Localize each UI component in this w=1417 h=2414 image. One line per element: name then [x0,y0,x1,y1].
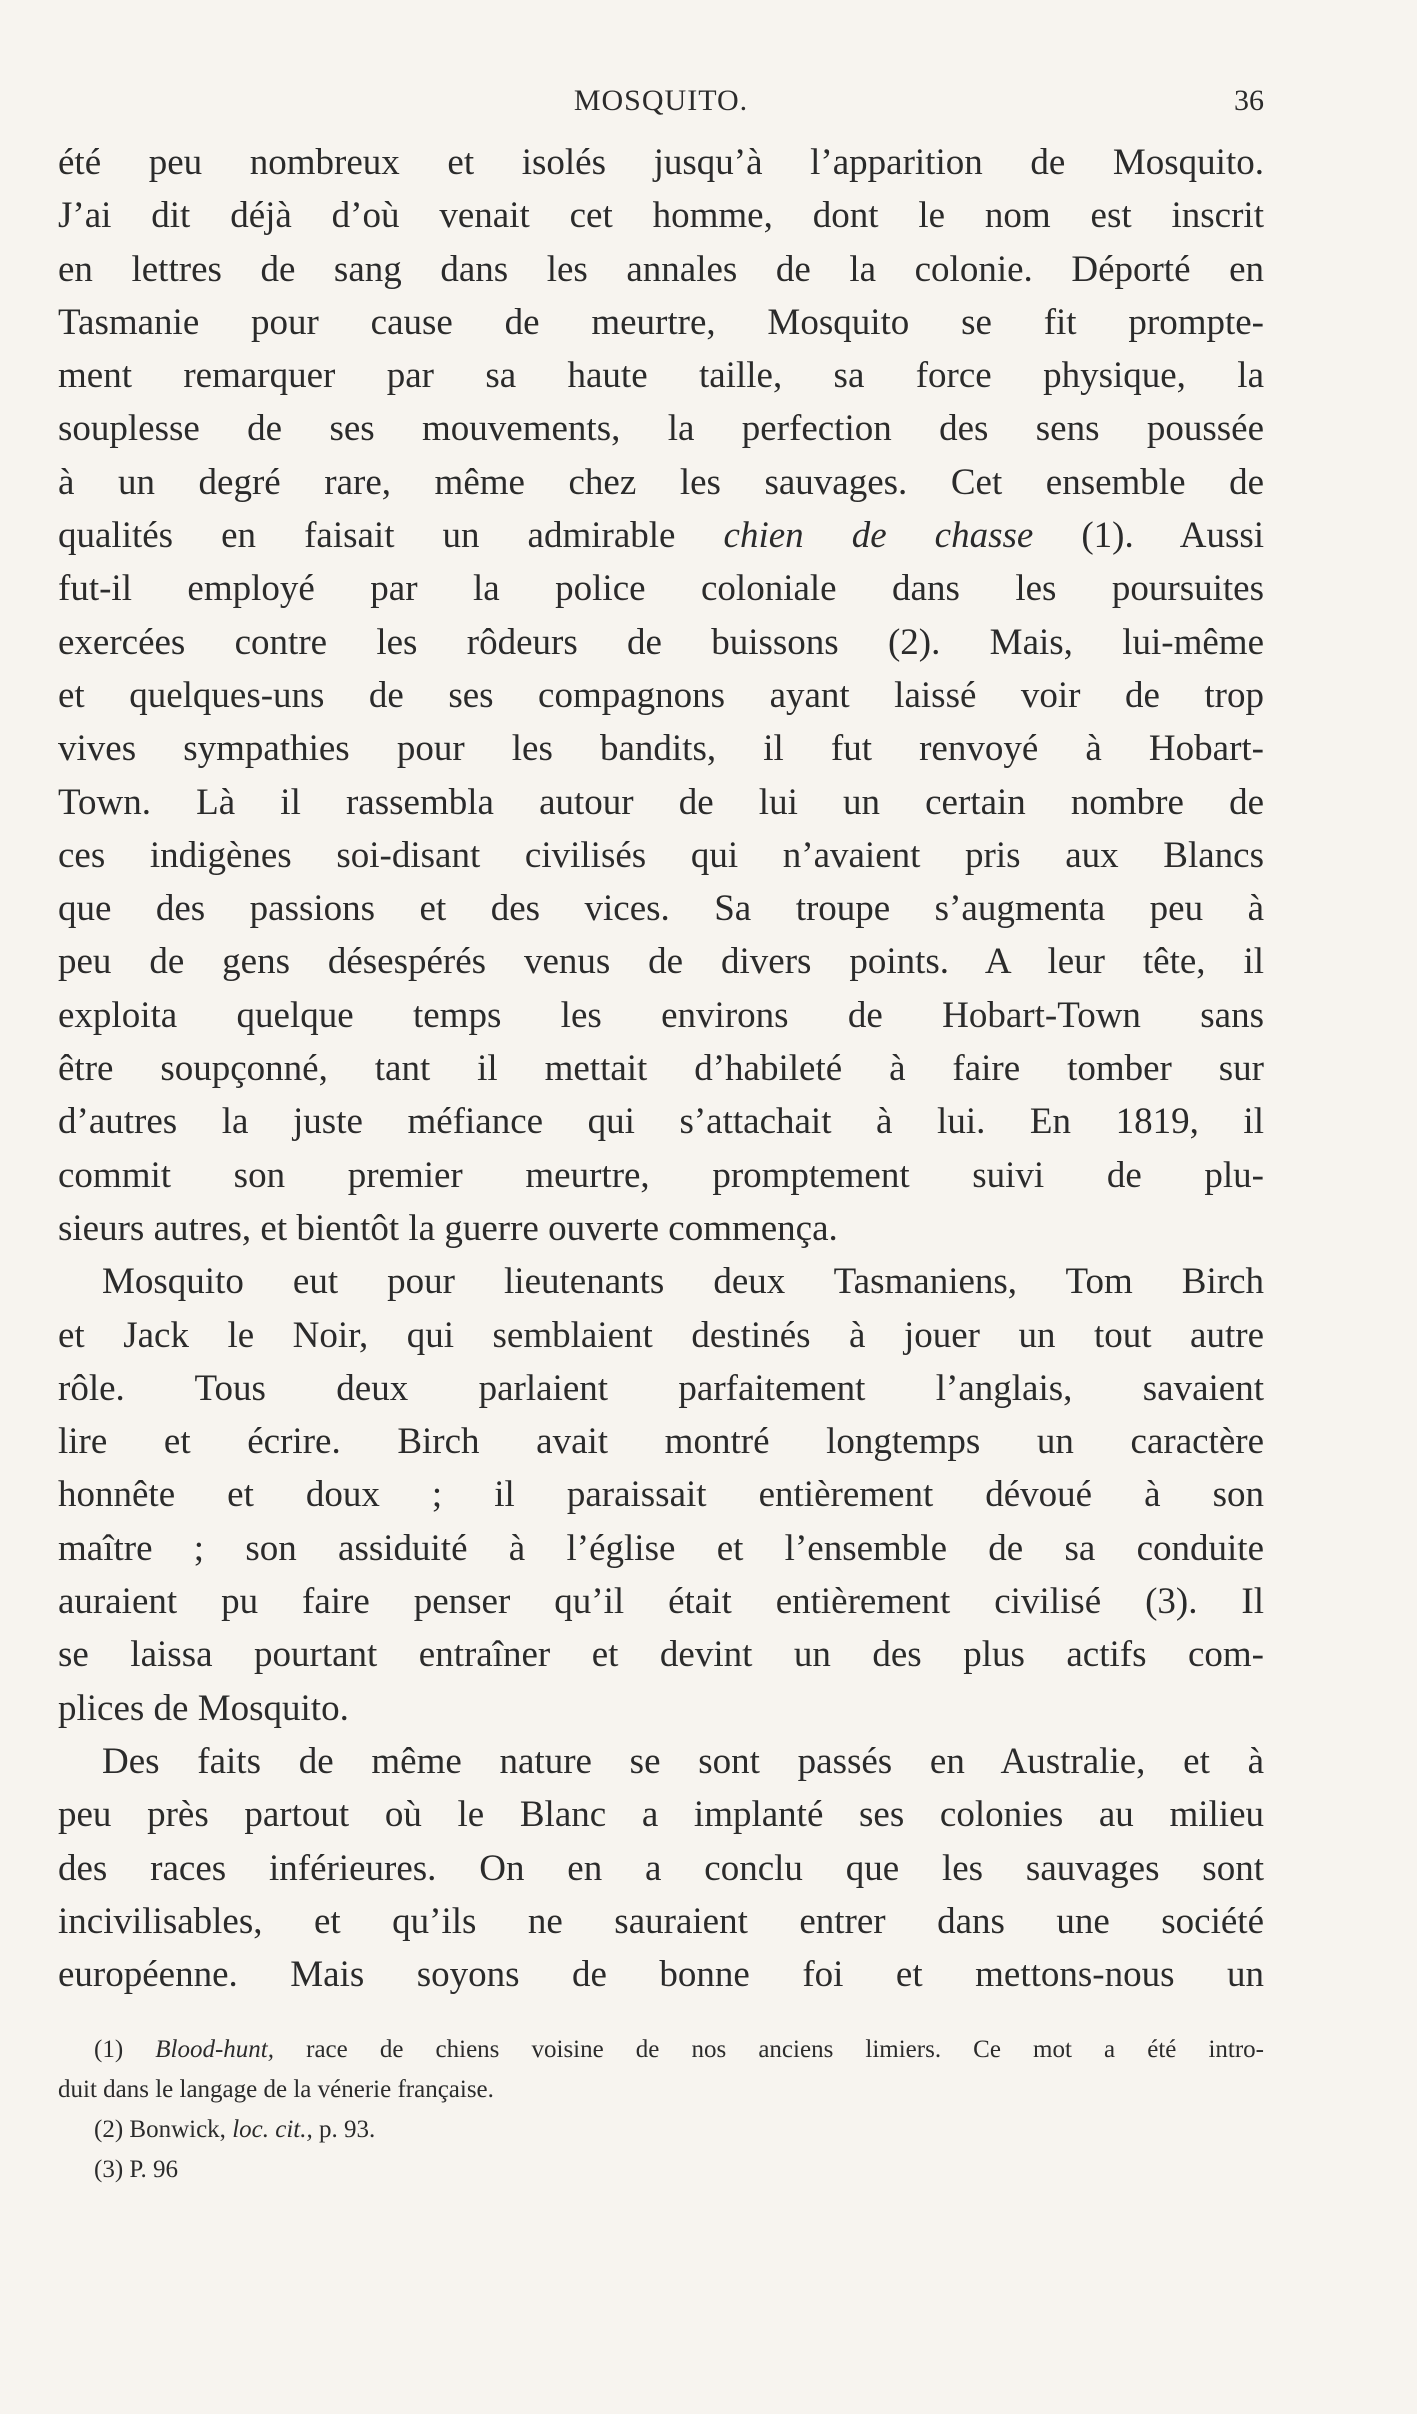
text-line: à un degré rare, même chez les sauvages. Cet ensemble de [58,461,1264,503]
footnote-ref: loc. cit., [232,2116,313,2143]
text-line: honnête et doux ; il paraissait entièrement dévoué à son [58,1474,1264,1516]
footnote-marker: (2) [94,2116,124,2143]
text-line: vives sympathies pour les bandits, il fut renvoyé à Hobart- [58,728,1264,770]
text-segment: qualités en faisait un admirable [58,515,676,557]
footnote-text: race de chiens voisine de nos anciens limiers. Ce mot a été intro- [306,2036,1265,2063]
text-line: ment remarquer par sa haute taille, sa force physique, la [58,355,1264,397]
text-line: d’autres la juste méfiance qui s’attachait à lui. En 1819, il [58,1101,1264,1143]
text-line: Tasmanie pour cause de meurtre, Mosquito se fit prompte- [58,301,1264,343]
running-title: MOSQUITO. [573,84,749,117]
text-line: fut-il employé par la police coloniale dans les poursuites [58,568,1264,610]
page-number: 36 [1234,84,1264,117]
footnote-marker: (1) [94,2036,124,2063]
footnote-term: Blood-hunt, [155,2036,275,2063]
text-line: des races inférieures. On en a conclu que les sauvages sont [58,1847,1264,1889]
footnote-author: Bonwick, [129,2116,226,2143]
text-line: auraient pu faire penser qu’il était entièrement civilisé (3). Il [58,1581,1264,1623]
text-line: J’ai dit déjà d’où venait cet homme, dont le nom est inscrit [58,195,1264,237]
text-line: peu près partout où le Blanc a implanté ses colonies au milieu [58,1794,1264,1836]
text-line: lire et écrire. Birch avait montré longtemps un caractère [58,1421,1264,1463]
text-line: exploita quelque temps les environs de Hobart-Town sans [58,994,1264,1036]
text-line: plices de Mosquito. [58,1687,349,1729]
text-line: incivilisables, et qu’ils ne sauraient entrer dans une société [58,1900,1264,1942]
text-line: commit son premier meurtre, promptement suivi de plu- [58,1154,1264,1196]
text-segment: (1). Aussi [1081,515,1265,557]
text-line: être soupçonné, tant il mettait d’habileté à faire tomber sur [58,1048,1264,1090]
text-line: rôle. Tous deux parlaient parfaitement l’anglais, savaient [58,1367,1264,1409]
text-line: en lettres de sang dans les annales de la colonie. Déporté en [58,248,1264,290]
footnote-marker: (3) [94,2156,124,2183]
footnote-2 [58,2110,1264,2150]
text-line: été peu nombreux et isolés jusqu’à l’apparition de Mosquito. [58,142,1264,183]
text-line: souplesse de ses mouvements, la perfection des sens poussée [58,408,1264,450]
italic-term: chien de chasse [723,515,1034,557]
footnote-1 [58,2030,1264,2070]
text-line: que des passions et des vices. Sa troupe s’augmenta peu à [58,888,1264,930]
text-line: sieurs autres, et bientôt la guerre ouverte commença. [58,1207,838,1249]
paragraph-start-line: Des faits de même nature se sont passés en Australie, et à [102,1740,1264,1782]
footnotes [58,2030,1264,2190]
footnote-page: P. 96 [129,2156,179,2183]
text-line: européenne. Mais soyons de bonne foi et mettons-nous un [58,1954,1264,1996]
text-line: exercées contre les rôdeurs de buissons (2). Mais, lui-même [58,621,1264,663]
text-line: ces indigènes soi-disant civilisés qui n’avaient pris aux Blancs [58,834,1264,876]
body-text [58,136,1264,2001]
text-line: Town. Là il rassembla autour de lui un certain nombre de [58,781,1264,823]
footnote-1-continuation: duit dans le langage de la vénerie française. [58,2076,494,2103]
text-line: et quelques-uns de ses compagnons ayant laissé voir de trop [58,674,1264,716]
text-line: et Jack le Noir, qui semblaient destinés à jouer un tout autre [58,1314,1264,1356]
text-line-with-italic [58,509,1264,562]
text-line: maître ; son assiduité à l’église et l’ensemble de sa conduite [58,1527,1264,1569]
running-head [58,78,1264,128]
footnote-3 [58,2150,1264,2190]
footnote-page: p. 93. [318,2116,376,2143]
text-line: peu de gens désespérés venus de divers points. A leur tête, il [58,941,1264,983]
text-line: se laissa pourtant entraîner et devint un des plus actifs com- [58,1634,1264,1676]
paragraph-start-line: Mosquito eut pour lieutenants deux Tasmaniens, Tom Birch [102,1261,1264,1303]
